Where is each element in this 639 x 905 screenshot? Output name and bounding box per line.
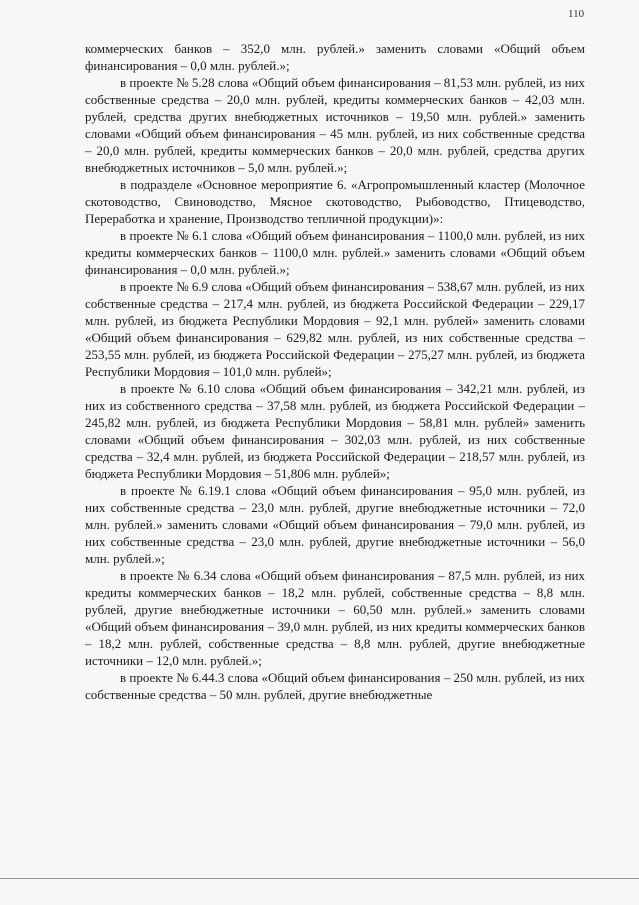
- paragraph-project-5-28: в проекте № 5.28 слова «Общий объем финансирования – 81,53 млн. рублей, из них собственные средства – 20,0 млн. рублей, кредиты коммерческих банков – 42,03 млн. рублей, средства других внебюджетных источников – 19,50 млн. рублей.» заменить словами «Общий объем финансирования – 45 млн. рублей, из них собственные средства – 20,0 млн. рублей, кредиты коммерческих банков – 20,0 млн. рублей, средства других внебюджетных источников – 5,0 млн. рублей.»;: [85, 75, 585, 175]
- document-body: [85, 40, 585, 703]
- paragraph-project-6-34: в проекте № 6.34 слова «Общий объем финансирования – 87,5 млн. рублей, из них кредиты коммерческих банков – 18,2 млн. рублей, собственные средства – 8,8 млн. рублей, другие внебюджетные источники – 60,50 млн. рублей.» заменить словами «Общий объем финансирования – 39,0 млн. рублей, из них кредиты коммерческих банков – 18,2 млн. рублей, собственные средства – 8,8 млн. рублей, другие внебюджетные источники – 12,0 млн. рублей.»;: [85, 568, 585, 668]
- paragraph-project-6-9: в проекте № 6.9 слова «Общий объем финансирования – 538,67 млн. рублей, из них собственные средства – 217,4 млн. рублей, из бюджета Российской Федерации – 229,17 млн. рублей, из бюджета Республики Мордовия – 92,1 млн. рублей» заменить словами «Общий объем финансирования – 629,82 млн. рублей, из них собственные средства – 253,55 млн. рублей, из бюджета Российской Федерации – 275,27 млн. рублей, из бюджета Республики Мордовия – 101,0 млн. рублей»;: [85, 279, 585, 379]
- page-number: 110: [568, 8, 585, 20]
- paragraph-project-6-44-3: в проекте № 6.44.3 слова «Общий объем финансирования – 250 млн. рублей, из них собственные средства – 50 млн. рублей, другие внебюджетные: [85, 670, 585, 702]
- paragraph-subsection-6: в подразделе «Основное мероприятие 6. «Агропромышленный кластер (Молочное скотоводство, Свиноводство, Мясное скотоводство, Рыбоводство, Птицеводство, Переработка и хранение, Производство тепличной продукции)»:: [85, 177, 585, 226]
- paragraph-project-6-1: в проекте № 6.1 слова «Общий объем финансирования – 1100,0 млн. рублей, из них кредиты коммерческих банков – 1100,0 млн. рублей.» заменить словами «Общий объем финансирования – 0,0 млн. рублей.»;: [85, 228, 585, 277]
- paragraph-project-6-19-1: в проекте № 6.19.1 слова «Общий объем финансирования – 95,0 млн. рублей, из них собственные средства – 23,0 млн. рублей, другие внебюджетные источники – 72,0 млн. рублей.» заменить словами «Общий объем финансирования – 79,0 млн. рублей, из них собственные средства – 23,0 млн. рублей, другие внебюджетные источники – 56,0 млн. рублей.»;: [85, 483, 585, 566]
- paragraph-continuation: коммерческих банков – 352,0 млн. рублей.» заменить словами «Общий объем финансирования – 0,0 млн. рублей.»;: [85, 41, 585, 73]
- paragraph-project-6-10: в проекте № 6.10 слова «Общий объем финансирования – 342,21 млн. рублей, из них из собственного средства – 37,58 млн. рублей, из бюджета Российской Федерации – 245,82 млн. рублей, из бюджета Республики Мордовия – 58,81 млн. рублей» заменить словами «Общий объем финансирования – 302,03 млн. рублей, из них собственные средства – 32,4 млн. рублей, из бюджета Российской Федерации – 218,57 млн. рублей, из бюджета Республики Мордовия – 51,806 млн. рублей»;: [85, 381, 585, 481]
- page-bottom-rule: [0, 878, 639, 879]
